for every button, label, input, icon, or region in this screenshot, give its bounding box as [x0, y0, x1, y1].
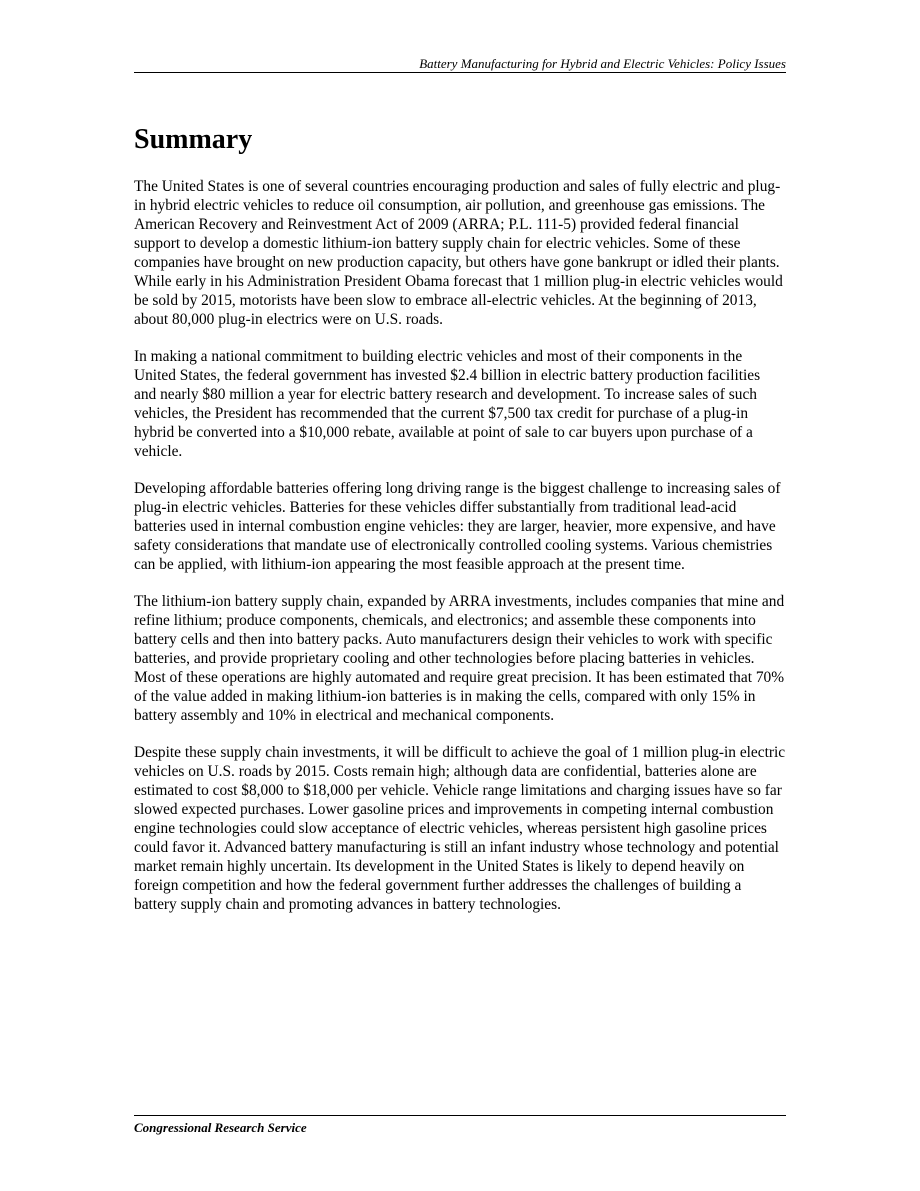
footer-rule: [134, 1115, 786, 1116]
running-header-title: Battery Manufacturing for Hybrid and Electric Vehicles: Policy Issues: [419, 56, 786, 71]
summary-paragraph-2: In making a national commitment to building electric vehicles and most of their components in the United States, the federal government has invested $2.4 billion in electric battery production facilities and nearly $80 million a year for electric battery research and development. To increase sales of such vehicles, the President has recommended that the current $7,500 tax credit for purchase of a plug-in hybrid be converted into a $10,000 rebate, available at point of sale to car buyers upon purchase of a vehicle.: [134, 348, 761, 460]
summary-paragraph-4: The lithium-ion battery supply chain, expanded by ARRA investments, includes companies that mine and refine lithium; produce components, chemicals, and electronics; and assemble these components into battery cells and then into battery packs. Auto manufacturers design their vehicles to work with specific batteries, and provide proprietary cooling and other technologies before placing batteries in vehicles. Most of these operations are highly automated and require great precision. It has been estimated that 70% of the value added in making lithium-ion batteries is in making the cells, compared with only 15% in battery assembly and 10% in electrical and mechanical components.: [134, 593, 785, 724]
header-rule: [134, 72, 786, 73]
summary-paragraph-3: Developing affordable batteries offering long driving range is the biggest challenge to increasing sales of plug-in electric vehicles. Batteries for these vehicles differ substantially from traditional lead-acid batteries used in internal combustion engine vehicles: they are larger, heavier, more expensive, and have safety considerations that mandate use of electronically controlled cooling systems. Various chemistries can be applied, with lithium-ion appearing the most feasible approach at the present time.: [134, 480, 781, 573]
summary-paragraph-1: The United States is one of several countries encouraging production and sales of fully electric and plug-in hybrid electric vehicles to reduce oil consumption, air pollution, and greenhouse gas emissions. The American Recovery and Reinvestment Act of 2009 (ARRA; P.L. 111-5) provided federal financial support to develop a domestic lithium-ion battery supply chain for electric vehicles. Some of these companies have brought on new production capacity, but others have gone bankrupt or idled their plants. While early in his Administration President Obama forecast that 1 million plug-in electric vehicles would be sold by 2015, motorists have been slow to embrace all-electric vehicles. At the beginning of 2013, about 80,000 plug-in electrics were on U.S. roads.: [134, 178, 783, 328]
summary-paragraph-5: Despite these supply chain investments, it will be difficult to achieve the goal of 1 million plug-in electric vehicles on U.S. roads by 2015. Costs remain high; although data are confidential, batteries alone are estimated to cost $8,000 to $18,000 per vehicle. Vehicle range limitations and charging issues have so far slowed expected purchases. Lower gasoline prices and improvements in competing internal combustion engine technologies could slow acceptance of electric vehicles, whereas persistent high gasoline prices could favor it. Advanced battery manufacturing is still an infant industry whose technology and potential market remain highly uncertain. Its development in the United States is likely to depend heavily on foreign competition and how the federal government further addresses the challenges of building a battery supply chain and promoting advances in battery technologies.: [134, 744, 786, 913]
page-title: Summary: [134, 124, 253, 155]
running-footer-source: Congressional Research Service: [134, 1120, 307, 1135]
summary-body: [134, 177, 786, 932]
